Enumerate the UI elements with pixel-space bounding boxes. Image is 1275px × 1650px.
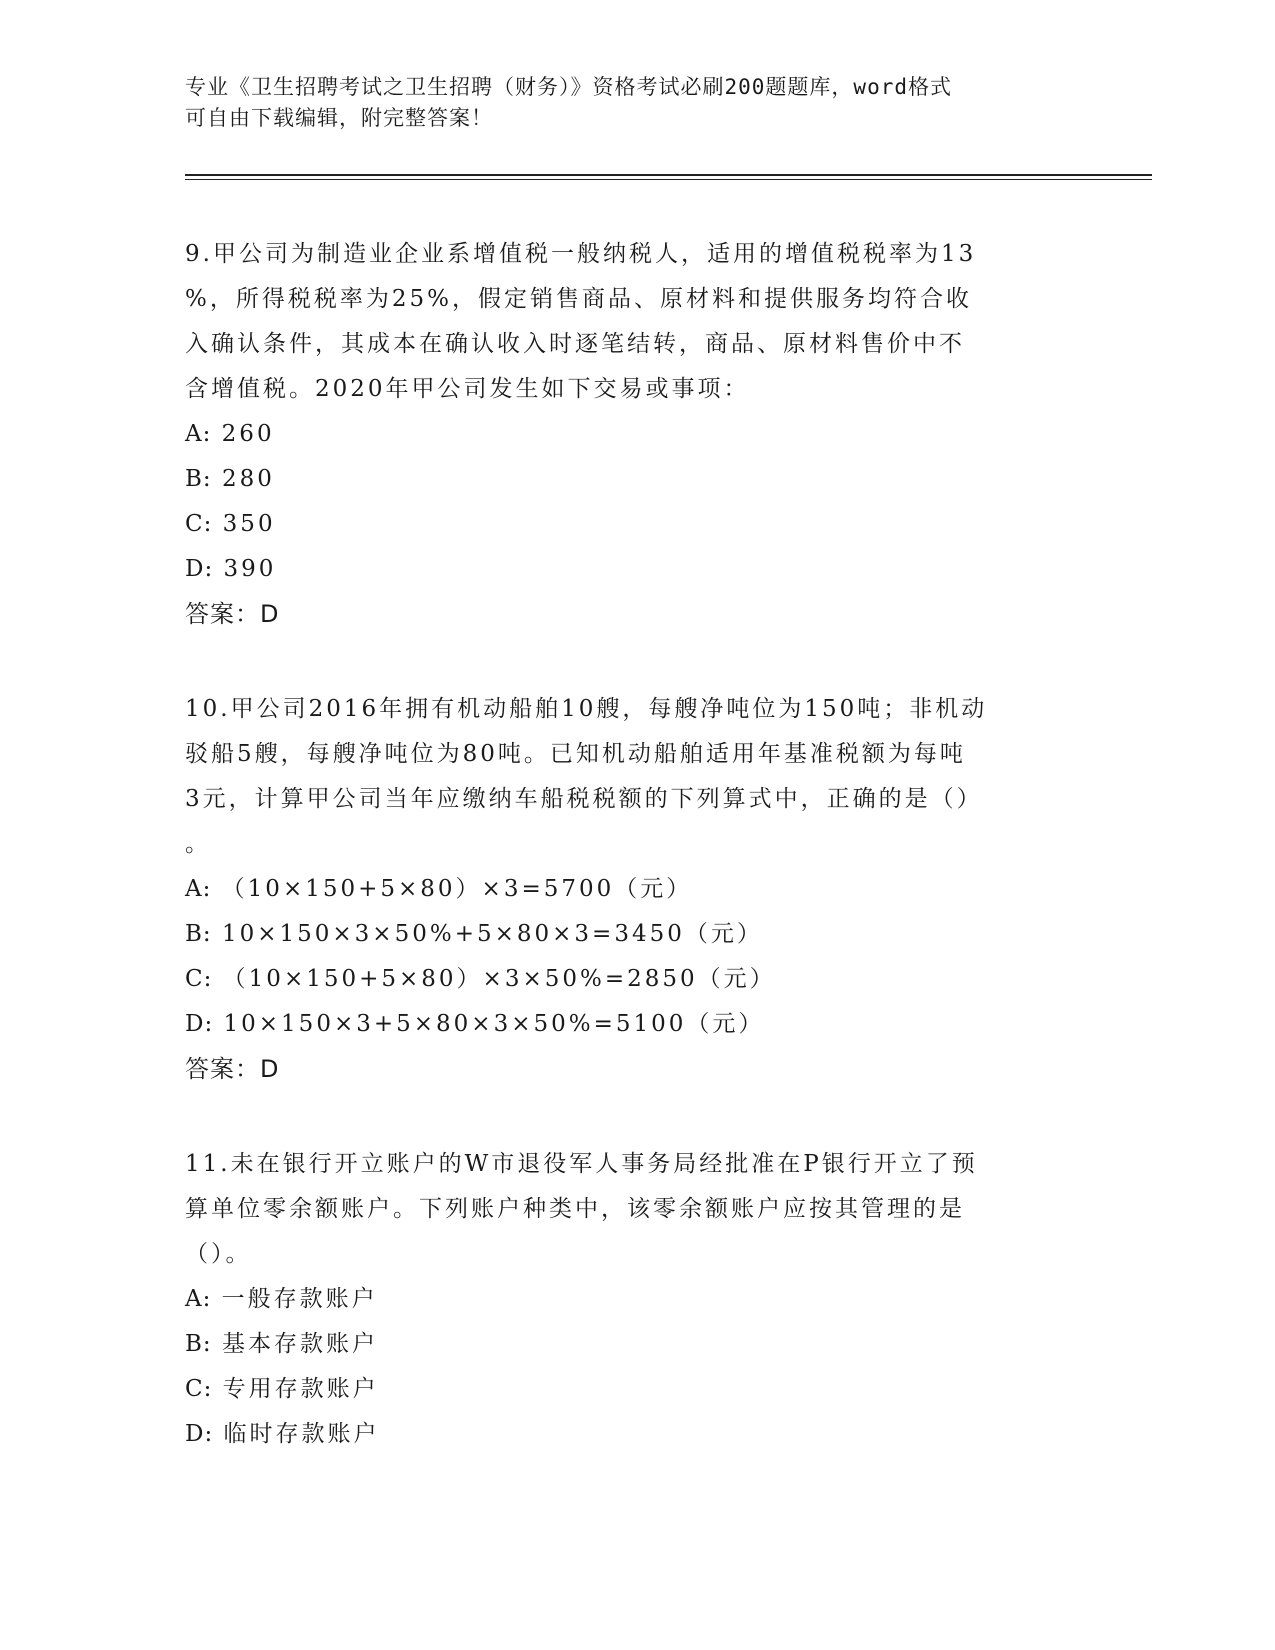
header-divider (185, 174, 1152, 176)
option-letter: D: (185, 556, 214, 582)
option-d (185, 1412, 1085, 1457)
option-letter: A: (185, 876, 212, 902)
option-letter: D: (185, 1421, 214, 1447)
answer-line: 答案：D (185, 1055, 280, 1083)
option-text: 基本存款账户 (221, 1331, 378, 1357)
option-b (185, 1322, 1085, 1367)
option-letter: C: (185, 1376, 213, 1402)
option-text: 10×150×3×50%+5×80×3=3450（元） (221, 921, 763, 947)
answer-line: 答案：D (185, 600, 280, 628)
stem-line: 3元，计算甲公司当年应缴纳车船税税额的下列算式中，正确的是（） (185, 786, 983, 812)
stem-line: （）。 (185, 1241, 252, 1267)
question-10 (185, 687, 1085, 1092)
option-letter: B: (185, 921, 212, 947)
document-header (185, 72, 1065, 134)
stem-line: 9.甲公司为制造业企业系增值税一般纳税人，适用的增值税税率为13 (185, 241, 977, 267)
question-stem (185, 1142, 1085, 1277)
question-stem (185, 687, 1085, 867)
question-11 (185, 1142, 1085, 1457)
stem-line: 。 (185, 831, 211, 857)
option-b (185, 457, 1085, 502)
question-9 (185, 232, 1085, 637)
option-text: （10×150+5×80）×3×50%=2850（元） (222, 966, 776, 992)
header-line: 专业《卫生招聘考试之卫生招聘（财务）》资格考试必刷200题题库，word格式 (185, 75, 952, 99)
option-b (185, 912, 1085, 957)
option-d (185, 547, 1085, 592)
option-text: 260 (221, 421, 275, 447)
stem-line: 含增值税。2020年甲公司发生如下交易或事项： (185, 376, 750, 402)
option-letter: D: (185, 1011, 214, 1037)
option-letter: C: (185, 966, 213, 992)
stem-line: 10.甲公司2016年拥有机动船舶10艘，每艘净吨位为150吨；非机动 (185, 696, 988, 722)
option-a (185, 412, 1085, 457)
option-text: 临时存款账户 (223, 1421, 380, 1447)
option-text: 350 (222, 511, 276, 537)
option-text: 一般存款账户 (221, 1286, 378, 1312)
option-a (185, 867, 1085, 912)
option-c (185, 957, 1085, 1002)
option-letter: A: (185, 421, 212, 447)
option-d (185, 1002, 1085, 1047)
option-letter: A: (185, 1286, 212, 1312)
option-a (185, 1277, 1085, 1322)
header-divider-thin (185, 179, 1152, 180)
stem-line: 11.未在银行开立账户的W市退役军人事务局经批准在P银行开立了预 (185, 1151, 978, 1177)
option-letter: B: (185, 466, 212, 492)
option-c (185, 1367, 1085, 1412)
stem-line: 入确认条件，其成本在确认收入时逐笔结转，商品、原材料售价中不 (185, 331, 965, 357)
question-stem (185, 232, 1085, 412)
option-c (185, 502, 1085, 547)
stem-line: 驳船5艘，每艘净吨位为80吨。已知机动船舶适用年基准税额为每吨 (185, 741, 966, 767)
option-text: 390 (223, 556, 277, 582)
option-letter: C: (185, 511, 213, 537)
stem-line: %，所得税税率为25%，假定销售商品、原材料和提供服务均符合收 (185, 286, 972, 312)
option-text: 专用存款账户 (222, 1376, 379, 1402)
option-letter: B: (185, 1331, 212, 1357)
option-text: 280 (221, 466, 275, 492)
header-line: 可自由下载编辑，附完整答案！ (185, 106, 493, 130)
option-text: 10×150×3+5×80×3×50%=5100（元） (223, 1011, 765, 1037)
option-text: （10×150+5×80）×3=5700（元） (221, 876, 693, 902)
stem-line: 算单位零余额账户。下列账户种类中，该零余额账户应按其管理的是 (185, 1196, 965, 1222)
